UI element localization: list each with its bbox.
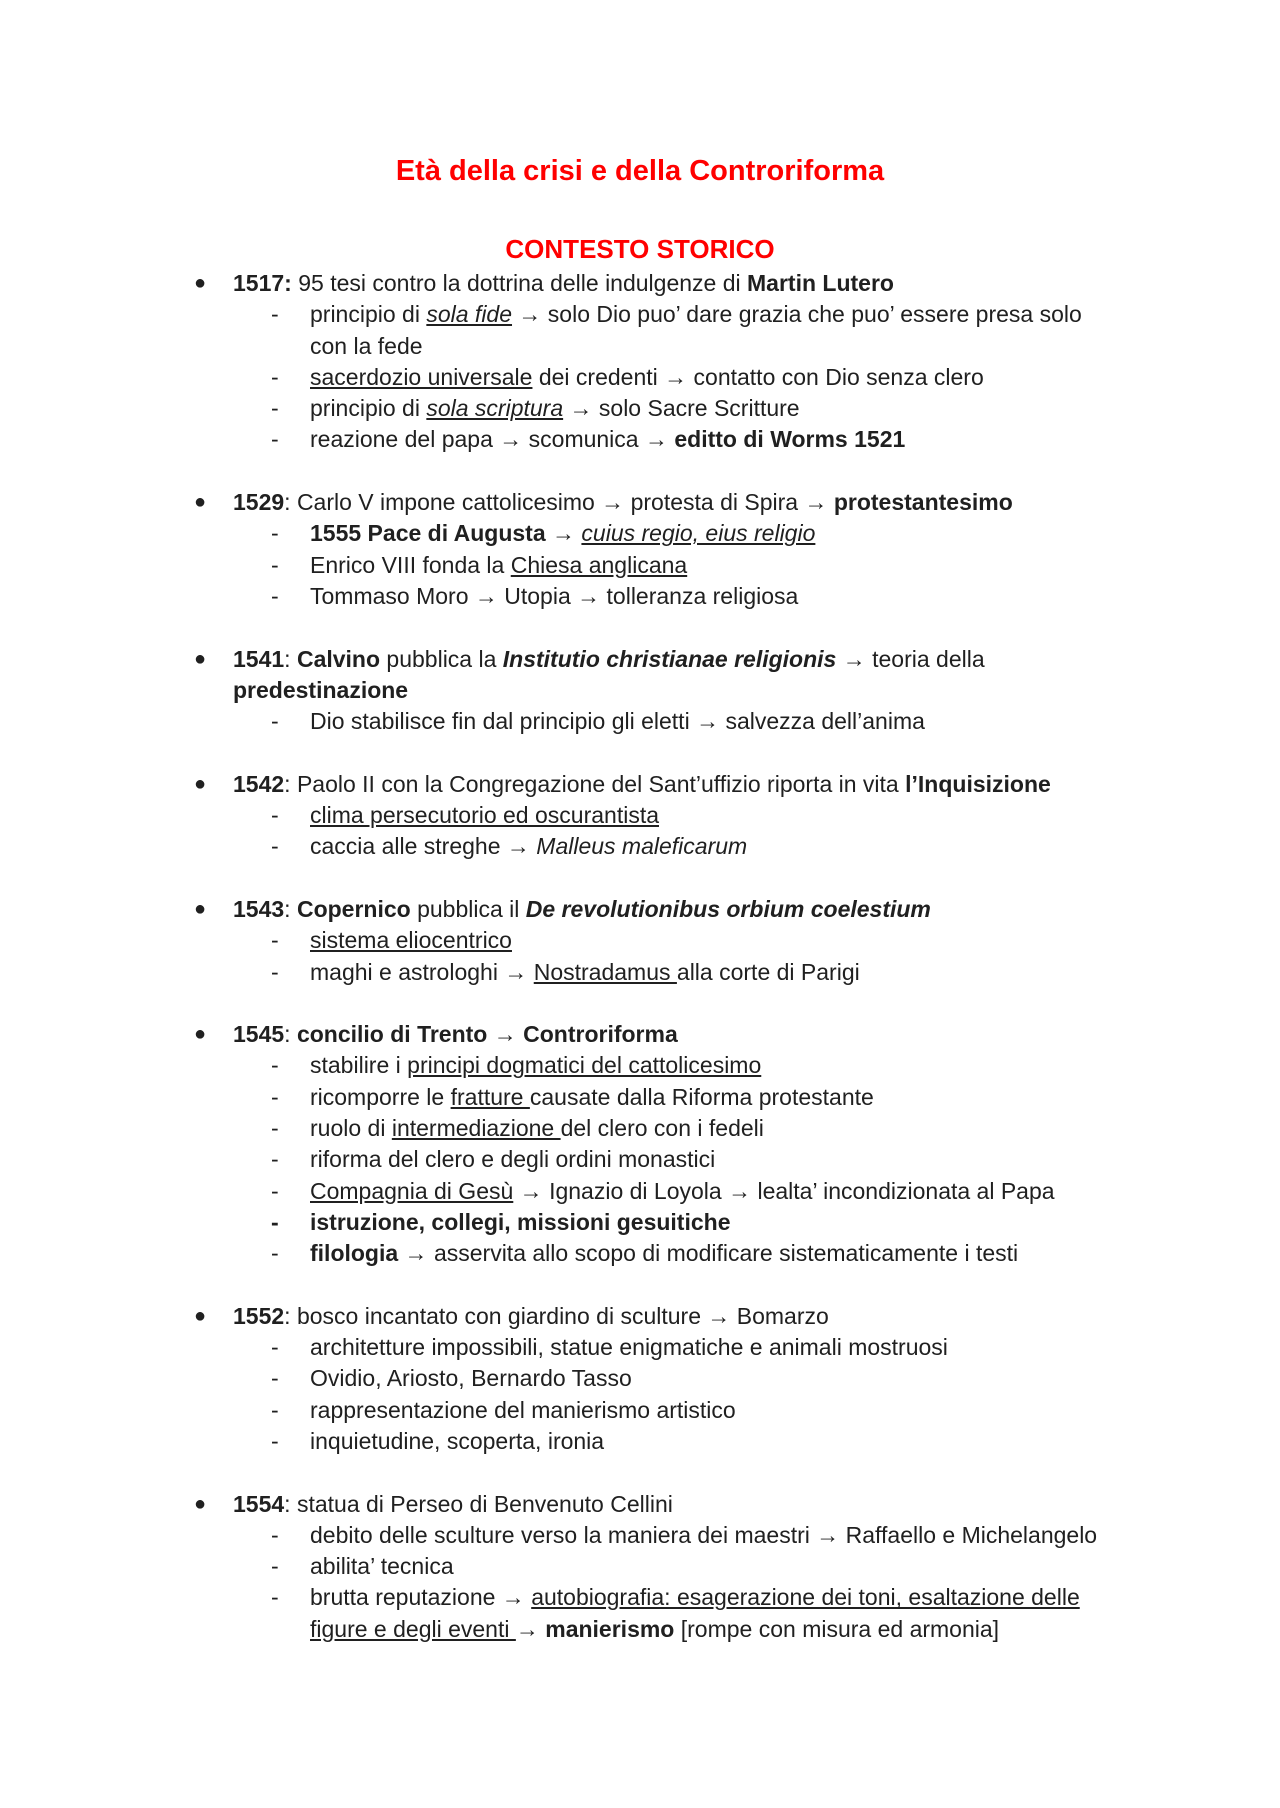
dash-marker: - xyxy=(271,301,279,328)
bullet-marker: ● xyxy=(194,272,207,294)
sub-item xyxy=(0,831,1280,862)
text-segment: inquietudine, scoperta, ironia xyxy=(310,1427,605,1454)
text-segment: : xyxy=(284,645,297,672)
text-segment: fratture xyxy=(450,1083,530,1110)
sub-item xyxy=(0,1551,1280,1582)
text-segment: figure e degli eventi xyxy=(310,1615,516,1642)
dash-marker: - xyxy=(271,1553,279,1580)
text-segment: predestinazione xyxy=(233,676,409,703)
text-segment: principio di xyxy=(310,395,427,422)
dash-marker: - xyxy=(271,1334,279,1361)
bullet-item xyxy=(0,769,1280,800)
text-segment: → solo Sacre Scritture xyxy=(563,395,800,422)
sub-item-continuation xyxy=(0,1614,1280,1645)
sub-item xyxy=(0,800,1280,831)
sub-item xyxy=(0,1176,1280,1207)
bullet-item-continuation xyxy=(0,675,1280,706)
text-segment: De revolutionibus orbium coelestium xyxy=(525,895,931,922)
dash-marker: - xyxy=(271,1146,279,1173)
text-segment: : xyxy=(284,895,297,922)
sub-item xyxy=(0,518,1280,549)
text-segment: cuius regio, eius religio xyxy=(581,520,816,547)
text-segment: 1543 xyxy=(233,895,285,922)
sub-item xyxy=(0,1426,1280,1457)
text-segment: 1541 xyxy=(233,645,285,672)
text-segment: Ovidio, Ariosto, Bernardo Tasso xyxy=(310,1365,632,1392)
dash-marker: - xyxy=(271,1584,279,1611)
text-segment: Copernico xyxy=(296,895,411,922)
page-title: Età della crisi e della Controriforma xyxy=(395,155,885,187)
sub-item xyxy=(0,706,1280,737)
sub-item xyxy=(0,424,1280,455)
sub-item-continuation xyxy=(0,331,1280,362)
notes-list xyxy=(0,268,1280,1645)
text-segment: concilio di Trento → Controriforma xyxy=(296,1021,678,1048)
bullet-item xyxy=(0,1019,1280,1050)
sub-item xyxy=(0,550,1280,581)
bullet-item xyxy=(0,487,1280,518)
bullet-item xyxy=(0,1489,1280,1520)
bullet-marker: ● xyxy=(194,772,207,795)
text-segment: 1554 xyxy=(233,1490,285,1517)
text-segment: filologia xyxy=(310,1240,399,1267)
dash-marker: - xyxy=(271,1177,279,1204)
text-segment: clima persecutorio ed oscurantista xyxy=(310,802,659,829)
text-segment: → Ignazio di Loyola → lealta’ incondizionata al Papa xyxy=(513,1177,1055,1204)
text-segment: l’Inquisizione xyxy=(905,770,1051,797)
bullet-marker: ● xyxy=(194,897,207,920)
dash-marker: - xyxy=(271,1115,279,1142)
text-segment: Enrico VIII fonda la xyxy=(310,551,511,578)
bullet-marker: ● xyxy=(194,491,207,514)
bullet-item xyxy=(0,1301,1280,1332)
text-segment: Institutio christianae religionis xyxy=(502,645,837,672)
text-segment: rappresentazione del manierismo artistico xyxy=(310,1396,736,1423)
text-segment: caccia alle streghe → xyxy=(310,833,537,860)
sub-item xyxy=(0,1520,1280,1551)
bullet-marker: ● xyxy=(194,1023,207,1046)
text-segment: debito delle sculture verso la maniera dei maestri → Raffaello e Michelangelo xyxy=(310,1521,1098,1548)
text-segment: 1517: xyxy=(233,270,292,296)
bullet-marker: ● xyxy=(194,1492,207,1515)
text-segment: Martin Lutero xyxy=(747,270,894,296)
text-segment: principi dogmatici del cattolicesimo xyxy=(407,1052,762,1079)
text-segment: → xyxy=(545,520,582,547)
bullet-item xyxy=(0,644,1280,675)
text-segment: autobiografia: esagerazione dei toni, esaltazione delle xyxy=(531,1584,1080,1611)
section-heading: CONTESTO STORICO xyxy=(505,234,775,264)
text-segment: architetture impossibili, statue enigmatiche e animali mostruosi xyxy=(310,1334,948,1361)
text-segment: sola scriptura xyxy=(426,395,564,422)
text-segment: Nostradamus xyxy=(533,958,677,985)
text-segment: pubblica la xyxy=(380,645,503,672)
section-spacer xyxy=(0,1270,1280,1301)
text-segment: del clero con i fedeli xyxy=(560,1115,764,1142)
text-segment: brutta reputazione → xyxy=(310,1584,532,1611)
text-segment: principio di xyxy=(310,301,427,328)
text-segment: → teoria della xyxy=(836,645,985,672)
text-segment: 1555 Pace di Augusta xyxy=(310,520,546,547)
dash-marker: - xyxy=(271,927,279,954)
text-segment: protestantesimo xyxy=(833,489,1013,516)
text-segment: alla corte di Parigi xyxy=(676,958,860,985)
text-segment: : Carlo V impone cattolicesimo → protesta di Spira → xyxy=(284,489,834,516)
text-segment: sistema eliocentrico xyxy=(310,927,512,954)
text-segment: sola fide xyxy=(426,301,513,328)
text-segment: maghi e astrologhi → xyxy=(310,958,534,985)
sub-item xyxy=(0,1207,1280,1238)
text-segment: Calvino xyxy=(296,645,381,672)
sub-item xyxy=(0,299,1280,330)
sub-item xyxy=(0,393,1280,424)
text-segment: sacerdozio universale xyxy=(310,363,533,390)
text-segment: causate dalla Riforma protestante xyxy=(529,1083,874,1110)
bullet-marker: ● xyxy=(194,647,207,670)
text-segment: editto di Worms 1521 xyxy=(674,426,906,453)
text-segment: 95 tesi contro la dottrina delle indulgenze di xyxy=(291,270,748,296)
text-segment: → asservita allo scopo di modificare sistematicamente i testi xyxy=(398,1240,1019,1267)
sub-item xyxy=(0,1395,1280,1426)
text-segment: abilita’ tecnica xyxy=(310,1553,454,1580)
dash-marker: - xyxy=(271,708,279,735)
dash-marker: - xyxy=(271,426,279,453)
dash-marker: - xyxy=(271,958,279,985)
text-segment: : statua di Perseo di Benvenuto Cellini xyxy=(284,1490,673,1517)
text-segment: 1529 xyxy=(233,489,285,516)
text-segment: Malleus maleficarum xyxy=(536,833,748,860)
text-segment: con la fede xyxy=(310,332,423,359)
text-segment: Compagnia di Gesù xyxy=(310,1177,514,1204)
text-segment: dei credenti → contatto con Dio senza clero xyxy=(532,363,984,390)
text-segment: Dio stabilisce fin dal principio gli eletti → salvezza dell’anima xyxy=(310,708,925,735)
sub-item xyxy=(0,1113,1280,1144)
text-segment: 1542 xyxy=(233,770,285,797)
text-segment: reazione del papa → scomunica → xyxy=(310,426,675,453)
section-spacer xyxy=(0,1457,1280,1488)
sub-item xyxy=(0,362,1280,393)
sub-item xyxy=(0,1332,1280,1363)
bullet-item xyxy=(0,894,1280,925)
section-spacer xyxy=(0,863,1280,894)
dash-marker: - xyxy=(271,1083,279,1110)
section-spacer xyxy=(0,737,1280,768)
sub-item xyxy=(0,581,1280,612)
text-segment: riforma del clero e degli ordini monastici xyxy=(310,1146,716,1173)
section-spacer xyxy=(0,988,1280,1019)
text-segment: ruolo di xyxy=(310,1115,392,1142)
dash-marker: - xyxy=(271,520,279,547)
dash-marker: - xyxy=(271,1052,279,1079)
sub-item xyxy=(0,925,1280,956)
dash-marker: - xyxy=(271,551,279,578)
bullet-marker: ● xyxy=(194,1304,207,1327)
text-segment: 1552 xyxy=(233,1302,285,1329)
text-segment: → solo Dio puo’ dare grazia che puo’ essere presa solo xyxy=(512,301,1082,328)
text-segment: manierismo xyxy=(545,1615,675,1642)
section-spacer xyxy=(0,612,1280,643)
sub-item xyxy=(0,1082,1280,1113)
text-segment: : Paolo II con la Congregazione del Sant’uffizio riporta in vita xyxy=(284,770,906,797)
text-segment: intermediazione xyxy=(391,1115,561,1142)
sub-item xyxy=(0,1582,1280,1613)
sub-item xyxy=(0,1363,1280,1394)
dash-marker: - xyxy=(271,833,279,860)
text-segment: Chiesa anglicana xyxy=(510,551,688,578)
text-segment: 1545 xyxy=(233,1021,285,1048)
dash-marker: - xyxy=(271,1396,279,1423)
dash-marker: - xyxy=(271,395,279,422)
dash-marker: - xyxy=(271,1208,279,1235)
text-segment: → xyxy=(515,1615,546,1642)
text-segment: pubblica il xyxy=(410,895,526,922)
text-segment: : bosco incantato con giardino di sculture → Bomarzo xyxy=(284,1302,829,1329)
sub-item xyxy=(0,1144,1280,1175)
dash-marker: - xyxy=(271,1427,279,1454)
dash-marker: - xyxy=(271,582,279,609)
dash-marker: - xyxy=(271,1240,279,1267)
bullet-item xyxy=(0,268,1280,299)
text-segment: istruzione, collegi, missioni gesuitiche xyxy=(310,1208,731,1235)
sub-item xyxy=(0,1238,1280,1269)
sub-item xyxy=(0,957,1280,988)
text-segment: Tommaso Moro → Utopia → tolleranza religiosa xyxy=(310,582,799,609)
dash-marker: - xyxy=(271,802,279,829)
dash-marker: - xyxy=(271,363,279,390)
sub-item xyxy=(0,1050,1280,1081)
dash-marker: - xyxy=(271,1521,279,1548)
text-segment: : xyxy=(284,1021,297,1048)
dash-marker: - xyxy=(271,1365,279,1392)
text-segment: [rompe con misura ed armonia] xyxy=(674,1615,1000,1642)
text-segment: stabilire i xyxy=(310,1052,408,1079)
text-segment: ricomporre le xyxy=(310,1083,451,1110)
section-spacer xyxy=(0,456,1280,487)
